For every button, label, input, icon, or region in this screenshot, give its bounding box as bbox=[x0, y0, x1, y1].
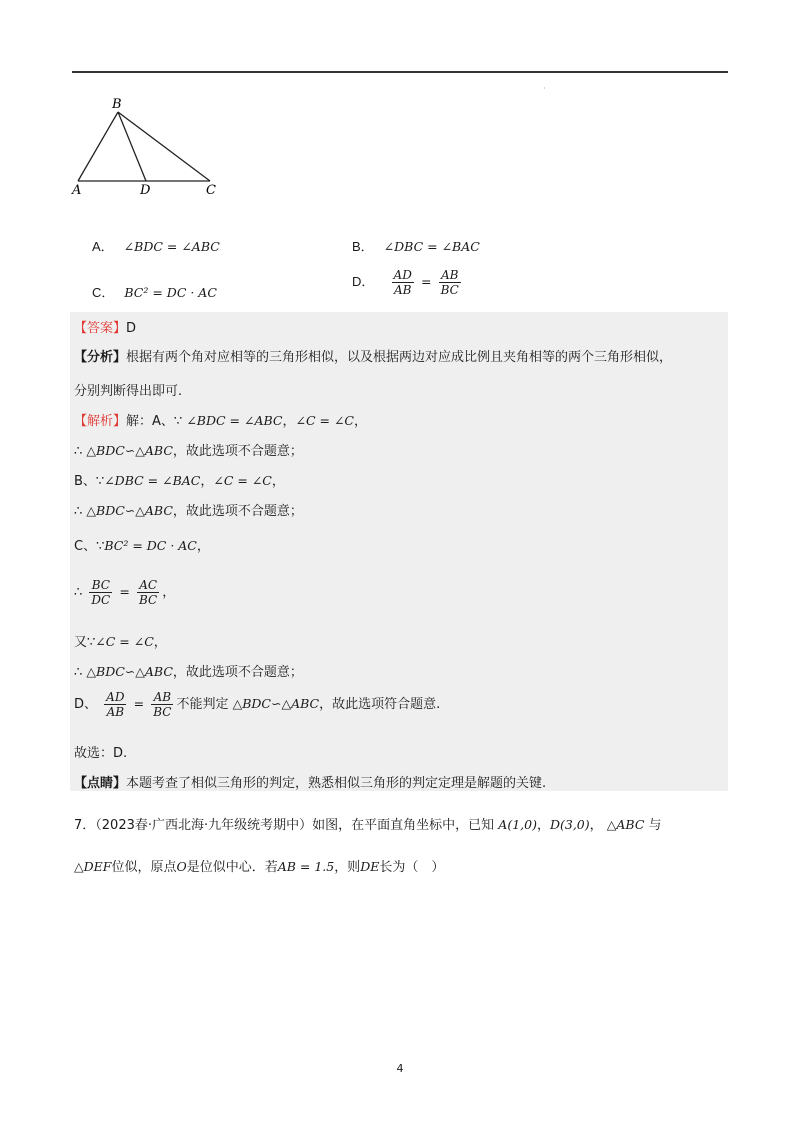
option-d-frac-2: $\frac{AB}{BC}$ bbox=[440, 268, 459, 297]
option-b-label: B． bbox=[352, 239, 374, 254]
option-d[interactable]: D． $\frac{AD}{AB}$ = $\frac{AB}{BC}$ bbox=[352, 268, 459, 297]
explain-line-2: ∴ △BDC∽△ABC，故此选项不合题意； bbox=[74, 443, 303, 459]
explain-line-6: ∴ $\frac{BC}{DC}$ = $\frac{AC}{BC}$ ， bbox=[74, 578, 176, 607]
triangle-figure bbox=[70, 94, 230, 204]
header-mark: · bbox=[543, 84, 546, 93]
header-rule bbox=[72, 71, 728, 73]
option-b-expr: ∠DBC = ∠BAC bbox=[383, 239, 480, 254]
answer-line: 【答案】D bbox=[74, 321, 137, 336]
label-D: D bbox=[140, 183, 151, 198]
question-7-line-2: △DEF位似，原点O是位似中心．若AB = 1.5，则DE长为（ ） bbox=[74, 859, 445, 875]
explain-line-4: ∴ △BDC∽△ABC，故此选项不合题意； bbox=[74, 503, 303, 519]
option-b[interactable] bbox=[352, 236, 480, 255]
label-C: C bbox=[206, 183, 216, 198]
explain-line-5: C、∵BC² = DC · AC， bbox=[74, 538, 210, 554]
explain-line-3: B、∵∠DBC = ∠BAC，∠C = ∠C， bbox=[74, 473, 285, 489]
explain-line-8: ∴ △BDC∽△ABC，故此选项不合题意； bbox=[74, 664, 303, 680]
question-7-line-1: 7．（2023春·广西北海·九年级统考期中）如图，在平面直角坐标中，已知 A(1,0)，D(3,0)， △ABC 与 bbox=[74, 817, 662, 833]
page-number: 4 bbox=[396, 1062, 404, 1075]
explain-line-7: 又∵∠C = ∠C， bbox=[74, 634, 167, 650]
label-B: B bbox=[112, 97, 122, 112]
option-c-expr: BC² = DC · AC bbox=[124, 285, 217, 300]
option-a-expr: ∠BDC = ∠ABC bbox=[123, 239, 220, 254]
option-a[interactable] bbox=[92, 236, 220, 255]
option-d-frac-1: $\frac{AD}{AB}$ bbox=[393, 268, 412, 297]
analysis-line-1: 【分析】根据有两个角对应相等的三角形相似，以及根据两边对应成比例且夹角相等的两个三角形相似， bbox=[74, 350, 673, 365]
analysis-line-2: 分别判断得出即可. bbox=[74, 384, 183, 399]
explain-line-1: 【解析】解：A、∵ ∠BDC = ∠ABC，∠C = ∠C， bbox=[74, 413, 368, 429]
explain-line-9: D、 $\frac{AD}{AB}$ = $\frac{AB}{BC}$ 不能判定 △BDC∽△ABC，故此选项符合题意. bbox=[74, 690, 441, 719]
choose-line: 故选：D. bbox=[74, 746, 128, 761]
comment-line: 【点睛】本题考查了相似三角形的判定，熟悉相似三角形的判定定理是解题的关键. bbox=[74, 776, 547, 791]
label-A: A bbox=[72, 183, 82, 198]
option-c-label: C． bbox=[92, 285, 115, 300]
option-a-label: A． bbox=[92, 239, 114, 254]
option-d-label: D． bbox=[352, 274, 375, 289]
option-c[interactable] bbox=[92, 282, 217, 301]
